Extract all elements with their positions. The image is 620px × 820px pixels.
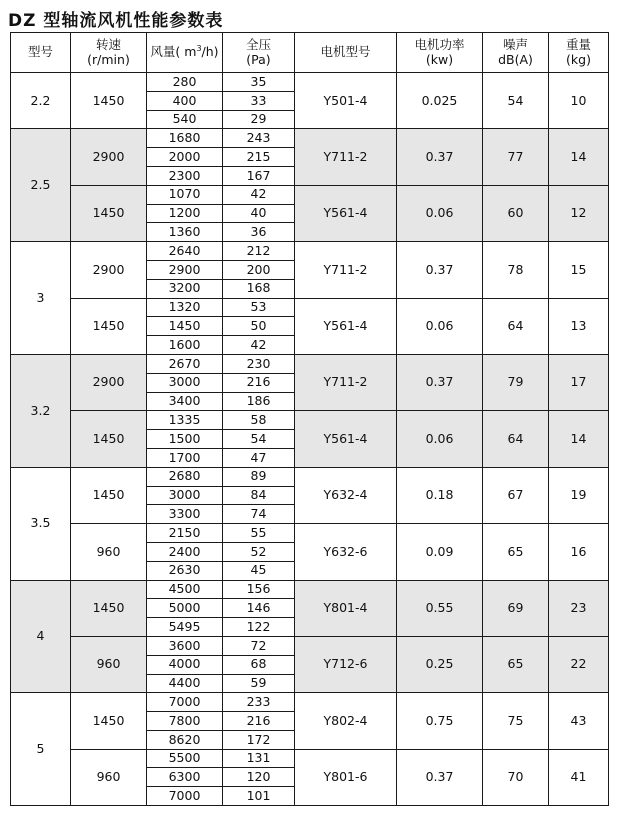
pressure-cell: 168 <box>223 279 295 298</box>
airflow-cell: 2000 <box>147 148 223 167</box>
motor-model-cell: Y711-2 <box>295 242 397 298</box>
header-speed-unit: (r/min) <box>87 51 130 67</box>
table-row <box>11 749 609 768</box>
header-noise-label: 噪声 <box>502 37 528 53</box>
header-airflow-unit: /h) <box>201 44 219 60</box>
header-power-unit: (kw) <box>425 51 454 67</box>
header-power-label: 电机功率 <box>414 37 465 53</box>
noise-cell: 60 <box>483 185 549 241</box>
motor-model-cell: Y802-4 <box>295 693 397 749</box>
speed-cell: 1450 <box>71 467 147 523</box>
speed-cell: 1450 <box>71 185 147 241</box>
speed-cell: 2900 <box>71 129 147 185</box>
header-weight-unit: (kg) <box>566 51 591 67</box>
pressure-cell: 50 <box>223 317 295 336</box>
header-pressure-unit: (Pa) <box>246 51 271 67</box>
pressure-cell: 33 <box>223 91 295 110</box>
motor-model-cell: Y712-6 <box>295 636 397 692</box>
pressure-cell: 53 <box>223 298 295 317</box>
airflow-cell: 1320 <box>147 298 223 317</box>
noise-cell: 70 <box>483 749 549 805</box>
table-row <box>11 636 609 655</box>
header-speed-label: 转速 <box>95 37 121 53</box>
airflow-cell: 7000 <box>147 693 223 712</box>
airflow-cell: 3600 <box>147 636 223 655</box>
noise-cell: 64 <box>483 298 549 354</box>
speed-cell: 960 <box>71 749 147 805</box>
noise-cell: 64 <box>483 411 549 467</box>
header-pressure-label: 全压 <box>245 37 271 53</box>
airflow-cell: 1200 <box>147 204 223 223</box>
airflow-cell: 2900 <box>147 260 223 279</box>
airflow-cell: 2680 <box>147 467 223 486</box>
pressure-cell: 212 <box>223 242 295 261</box>
header-noise-unit: dB(A) <box>498 51 533 67</box>
noise-cell: 65 <box>483 524 549 580</box>
weight-cell: 13 <box>549 298 609 354</box>
motor-model-cell: Y711-2 <box>295 354 397 410</box>
motor-model-cell: Y801-4 <box>295 580 397 636</box>
table-row <box>11 354 609 373</box>
weight-cell: 10 <box>549 73 609 129</box>
header-row <box>11 33 609 73</box>
airflow-cell: 2150 <box>147 524 223 543</box>
airflow-cell: 4000 <box>147 655 223 674</box>
table-row <box>11 129 609 148</box>
airflow-cell: 3000 <box>147 486 223 505</box>
header-motor-model <box>295 33 397 73</box>
noise-cell: 67 <box>483 467 549 523</box>
header-model-label: 型号 <box>27 44 53 60</box>
table-row <box>11 185 609 204</box>
model-cell: 2.2 <box>11 73 71 129</box>
pressure-cell: 55 <box>223 524 295 543</box>
speed-cell: 1450 <box>71 580 147 636</box>
header-weight <box>549 33 609 73</box>
motor-model-cell: Y561-4 <box>295 298 397 354</box>
table-row <box>11 73 609 92</box>
weight-cell: 14 <box>549 129 609 185</box>
airflow-cell: 3400 <box>147 392 223 411</box>
weight-cell: 17 <box>549 354 609 410</box>
pressure-cell: 45 <box>223 561 295 580</box>
pressure-cell: 47 <box>223 448 295 467</box>
pressure-cell: 42 <box>223 336 295 355</box>
model-cell: 3.5 <box>11 467 71 580</box>
weight-cell: 14 <box>549 411 609 467</box>
table-body <box>11 73 609 806</box>
table-row <box>11 298 609 317</box>
airflow-cell: 5500 <box>147 749 223 768</box>
speed-cell: 960 <box>71 524 147 580</box>
airflow-cell: 6300 <box>147 768 223 787</box>
speed-cell: 1450 <box>71 73 147 129</box>
pressure-cell: 186 <box>223 392 295 411</box>
airflow-cell: 7800 <box>147 712 223 731</box>
airflow-cell: 1500 <box>147 430 223 449</box>
pressure-cell: 216 <box>223 373 295 392</box>
weight-cell: 19 <box>549 467 609 523</box>
noise-cell: 69 <box>483 580 549 636</box>
model-cell: 3 <box>11 242 71 355</box>
motor-model-cell: Y711-2 <box>295 129 397 185</box>
airflow-cell: 2670 <box>147 354 223 373</box>
weight-cell: 23 <box>549 580 609 636</box>
header-power <box>397 33 483 73</box>
weight-cell: 41 <box>549 749 609 805</box>
pressure-cell: 59 <box>223 674 295 693</box>
pressure-cell: 54 <box>223 430 295 449</box>
header-airflow-label: 风量( m <box>150 44 197 60</box>
pressure-cell: 172 <box>223 730 295 749</box>
pressure-cell: 215 <box>223 148 295 167</box>
airflow-cell: 4500 <box>147 580 223 599</box>
airflow-cell: 400 <box>147 91 223 110</box>
pressure-cell: 89 <box>223 467 295 486</box>
pressure-cell: 84 <box>223 486 295 505</box>
power-cell: 0.37 <box>397 749 483 805</box>
pressure-cell: 216 <box>223 712 295 731</box>
weight-cell: 15 <box>549 242 609 298</box>
airflow-cell: 7000 <box>147 787 223 806</box>
header-airflow-sup: 3 <box>196 44 202 54</box>
weight-cell: 43 <box>549 693 609 749</box>
airflow-cell: 5495 <box>147 618 223 637</box>
header-airflow <box>147 33 223 73</box>
pressure-cell: 35 <box>223 73 295 92</box>
pressure-cell: 146 <box>223 599 295 618</box>
airflow-cell: 3200 <box>147 279 223 298</box>
header-motor-model-label: 电机型号 <box>320 44 371 60</box>
airflow-cell: 1335 <box>147 411 223 430</box>
pressure-cell: 167 <box>223 166 295 185</box>
pressure-cell: 156 <box>223 580 295 599</box>
power-cell: 0.18 <box>397 467 483 523</box>
motor-model-cell: Y561-4 <box>295 411 397 467</box>
noise-cell: 75 <box>483 693 549 749</box>
airflow-cell: 4400 <box>147 674 223 693</box>
noise-cell: 78 <box>483 242 549 298</box>
header-speed <box>71 33 147 73</box>
noise-cell: 79 <box>483 354 549 410</box>
noise-cell: 54 <box>483 73 549 129</box>
airflow-cell: 3000 <box>147 373 223 392</box>
weight-cell: 16 <box>549 524 609 580</box>
power-cell: 0.75 <box>397 693 483 749</box>
power-cell: 0.06 <box>397 298 483 354</box>
pressure-cell: 36 <box>223 223 295 242</box>
table-row <box>11 693 609 712</box>
airflow-cell: 1680 <box>147 129 223 148</box>
motor-model-cell: Y801-6 <box>295 749 397 805</box>
noise-cell: 65 <box>483 636 549 692</box>
power-cell: 0.06 <box>397 185 483 241</box>
pressure-cell: 200 <box>223 260 295 279</box>
power-cell: 0.25 <box>397 636 483 692</box>
motor-model-cell: Y632-6 <box>295 524 397 580</box>
pressure-cell: 72 <box>223 636 295 655</box>
pressure-cell: 29 <box>223 110 295 129</box>
speed-cell: 1450 <box>71 411 147 467</box>
pressure-cell: 230 <box>223 354 295 373</box>
power-cell: 0.09 <box>397 524 483 580</box>
page-title: DZ 型轴流风机性能参数表 <box>8 11 224 31</box>
noise-cell: 77 <box>483 129 549 185</box>
pressure-cell: 52 <box>223 542 295 561</box>
airflow-cell: 5000 <box>147 599 223 618</box>
weight-cell: 12 <box>549 185 609 241</box>
airflow-cell: 2400 <box>147 542 223 561</box>
table-row <box>11 411 609 430</box>
header-noise <box>483 33 549 73</box>
airflow-cell: 2630 <box>147 561 223 580</box>
airflow-cell: 3300 <box>147 505 223 524</box>
speed-cell: 2900 <box>71 354 147 410</box>
airflow-cell: 8620 <box>147 730 223 749</box>
pressure-cell: 233 <box>223 693 295 712</box>
power-cell: 0.37 <box>397 354 483 410</box>
table-row <box>11 467 609 486</box>
performance-table <box>10 32 609 806</box>
airflow-cell: 1070 <box>147 185 223 204</box>
speed-cell: 960 <box>71 636 147 692</box>
airflow-cell: 1450 <box>147 317 223 336</box>
airflow-cell: 1700 <box>147 448 223 467</box>
power-cell: 0.06 <box>397 411 483 467</box>
airflow-cell: 540 <box>147 110 223 129</box>
motor-model-cell: Y632-4 <box>295 467 397 523</box>
motor-model-cell: Y501-4 <box>295 73 397 129</box>
header-weight-label: 重量 <box>565 37 591 53</box>
power-cell: 0.37 <box>397 129 483 185</box>
airflow-cell: 2300 <box>147 166 223 185</box>
table-row <box>11 580 609 599</box>
power-cell: 0.37 <box>397 242 483 298</box>
airflow-cell: 1600 <box>147 336 223 355</box>
speed-cell: 1450 <box>71 298 147 354</box>
pressure-cell: 68 <box>223 655 295 674</box>
model-cell: 5 <box>11 693 71 806</box>
weight-cell: 22 <box>549 636 609 692</box>
motor-model-cell: Y561-4 <box>295 185 397 241</box>
airflow-cell: 280 <box>147 73 223 92</box>
pressure-cell: 131 <box>223 749 295 768</box>
pressure-cell: 74 <box>223 505 295 524</box>
pressure-cell: 120 <box>223 768 295 787</box>
model-cell: 2.5 <box>11 129 71 242</box>
table-row <box>11 524 609 543</box>
model-cell: 3.2 <box>11 354 71 467</box>
pressure-cell: 101 <box>223 787 295 806</box>
airflow-cell: 2640 <box>147 242 223 261</box>
power-cell: 0.025 <box>397 73 483 129</box>
pressure-cell: 58 <box>223 411 295 430</box>
speed-cell: 2900 <box>71 242 147 298</box>
header-model <box>11 33 71 73</box>
speed-cell: 1450 <box>71 693 147 749</box>
header-pressure <box>223 33 295 73</box>
airflow-cell: 1360 <box>147 223 223 242</box>
pressure-cell: 42 <box>223 185 295 204</box>
pressure-cell: 243 <box>223 129 295 148</box>
pressure-cell: 122 <box>223 618 295 637</box>
table-row <box>11 242 609 261</box>
power-cell: 0.55 <box>397 580 483 636</box>
model-cell: 4 <box>11 580 71 693</box>
pressure-cell: 40 <box>223 204 295 223</box>
